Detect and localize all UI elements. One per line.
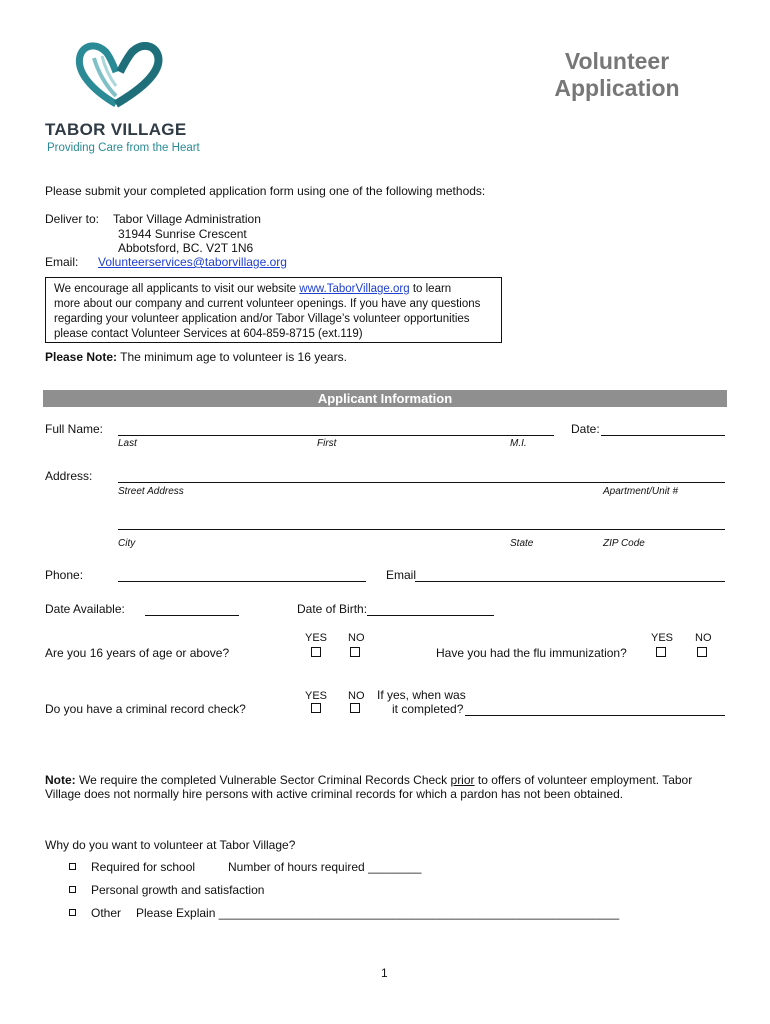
org-name: TABOR VILLAGE [45, 120, 187, 139]
apartment-caption: Apartment/Unit # [603, 486, 679, 497]
notice-line1-pre: We encourage all applicants to visit our website [54, 283, 300, 295]
notice-line3: regarding your volunteer application and/or Tabor Village’s volunteer opportunities [54, 313, 470, 325]
last-name-caption: Last [118, 438, 137, 449]
record-check-date-field[interactable] [465, 715, 725, 716]
date-available-label: Date Available: [45, 602, 125, 616]
age-no-checkbox[interactable] [350, 647, 360, 657]
full-name-label: Full Name: [45, 422, 104, 436]
other-option-checkbox[interactable] [69, 909, 76, 916]
form-title-line2: Application [554, 75, 680, 101]
volunteer-email-link[interactable]: Volunteerservices@taborvillage.org [98, 255, 287, 269]
applicant-email-field[interactable] [415, 581, 725, 582]
zip-caption: ZIP Code [603, 538, 645, 549]
first-name-caption: First [317, 438, 337, 449]
page-number: 1 [381, 966, 388, 980]
city-state-zip-field[interactable] [118, 529, 725, 530]
age-no-header: NO [348, 632, 365, 644]
criminal-note-line2: Village does not normally hire persons with active criminal records for which a pardon has not been obtained. [45, 787, 624, 801]
email-label: Email: [45, 255, 79, 269]
submission-instruction: Please submit your completed application form using one of the following methods: [45, 184, 486, 198]
flu-yes-header: YES [651, 632, 674, 644]
school-option-checkbox[interactable] [69, 863, 76, 870]
org-tagline: Providing Care from the Heart [47, 142, 200, 154]
criminal-yes-header: YES [305, 690, 328, 702]
website-link[interactable]: www.TaborVillage.org [299, 283, 410, 295]
age-note-bold: Please Note: [45, 350, 118, 364]
criminal-note-line1 [45, 773, 692, 787]
criminal-no-header: NO [348, 690, 365, 702]
date-field[interactable] [601, 435, 725, 436]
phone-field[interactable] [118, 581, 366, 582]
deliver-label: Deliver to: [45, 212, 100, 226]
age-question: Are you 16 years of age or above? [45, 646, 230, 660]
minimum-age-note [45, 350, 347, 364]
deliver-line2: 31944 Sunrise Crescent [118, 227, 247, 241]
form-title-line1: Volunteer [564, 48, 670, 74]
other-option-label: Other [91, 906, 122, 920]
if-yes-line1: If yes, when was [377, 688, 466, 702]
tabor-village-heart-logo [72, 42, 168, 110]
personal-growth-checkbox[interactable] [69, 886, 76, 893]
date-of-birth-field[interactable] [367, 615, 494, 616]
criminal-note-text1: We require the completed Vulnerable Sector Criminal Records Check [75, 773, 451, 787]
notice-line4: please contact Volunteer Services at 604-859-8715 (ext.119) [54, 328, 363, 340]
flu-no-checkbox[interactable] [697, 647, 707, 657]
school-option-label: Required for school [91, 860, 196, 874]
deliver-line1: Tabor Village Administration [113, 212, 261, 226]
why-volunteer-question: Why do you want to volunteer at Tabor Village? [45, 838, 296, 852]
age-yes-header: YES [305, 632, 328, 644]
criminal-no-checkbox[interactable] [350, 703, 360, 713]
criminal-note-bold: Note: [45, 773, 76, 787]
date-available-field[interactable] [145, 615, 239, 616]
street-address-caption: Street Address [118, 486, 184, 497]
middle-initial-caption: M.I. [510, 438, 527, 449]
phone-label: Phone: [45, 568, 84, 582]
date-of-birth-label: Date of Birth: [297, 602, 368, 616]
notice-line1-post: to learn [409, 283, 452, 295]
deliver-line3: Abbotsford, BC. V2T 1N6 [118, 241, 254, 255]
criminal-yes-checkbox[interactable] [311, 703, 321, 713]
city-caption: City [118, 538, 136, 549]
applicant-email-label: Email [386, 568, 417, 582]
address-label: Address: [45, 469, 93, 483]
date-label: Date: [571, 422, 600, 436]
flu-yes-checkbox[interactable] [656, 647, 666, 657]
age-yes-checkbox[interactable] [311, 647, 321, 657]
personal-growth-label: Personal growth and satisfaction [91, 883, 265, 897]
criminal-record-question: Do you have a criminal record check? [45, 702, 246, 716]
notice-line2: more about our company and current volunteer openings. If you have any questions [54, 298, 481, 310]
age-note-text: The minimum age to volunteer is 16 years. [117, 350, 347, 364]
street-address-field[interactable] [118, 482, 725, 483]
criminal-note-prior: prior [450, 773, 475, 787]
applicant-information-banner: Applicant Information [43, 390, 727, 407]
flu-no-header: NO [695, 632, 712, 644]
please-explain-label: Please Explain ____________________________________________________________ [136, 906, 620, 920]
state-caption: State [510, 538, 534, 549]
flu-question: Have you had the flu immunization? [436, 646, 627, 660]
if-yes-line2: it completed? [392, 702, 464, 716]
website-notice-box [45, 277, 502, 343]
full-name-field[interactable] [118, 435, 554, 436]
criminal-note-text2: to offers of volunteer employment. Tabor [474, 773, 693, 787]
hours-required-label: Number of hours required ________ [228, 860, 422, 874]
